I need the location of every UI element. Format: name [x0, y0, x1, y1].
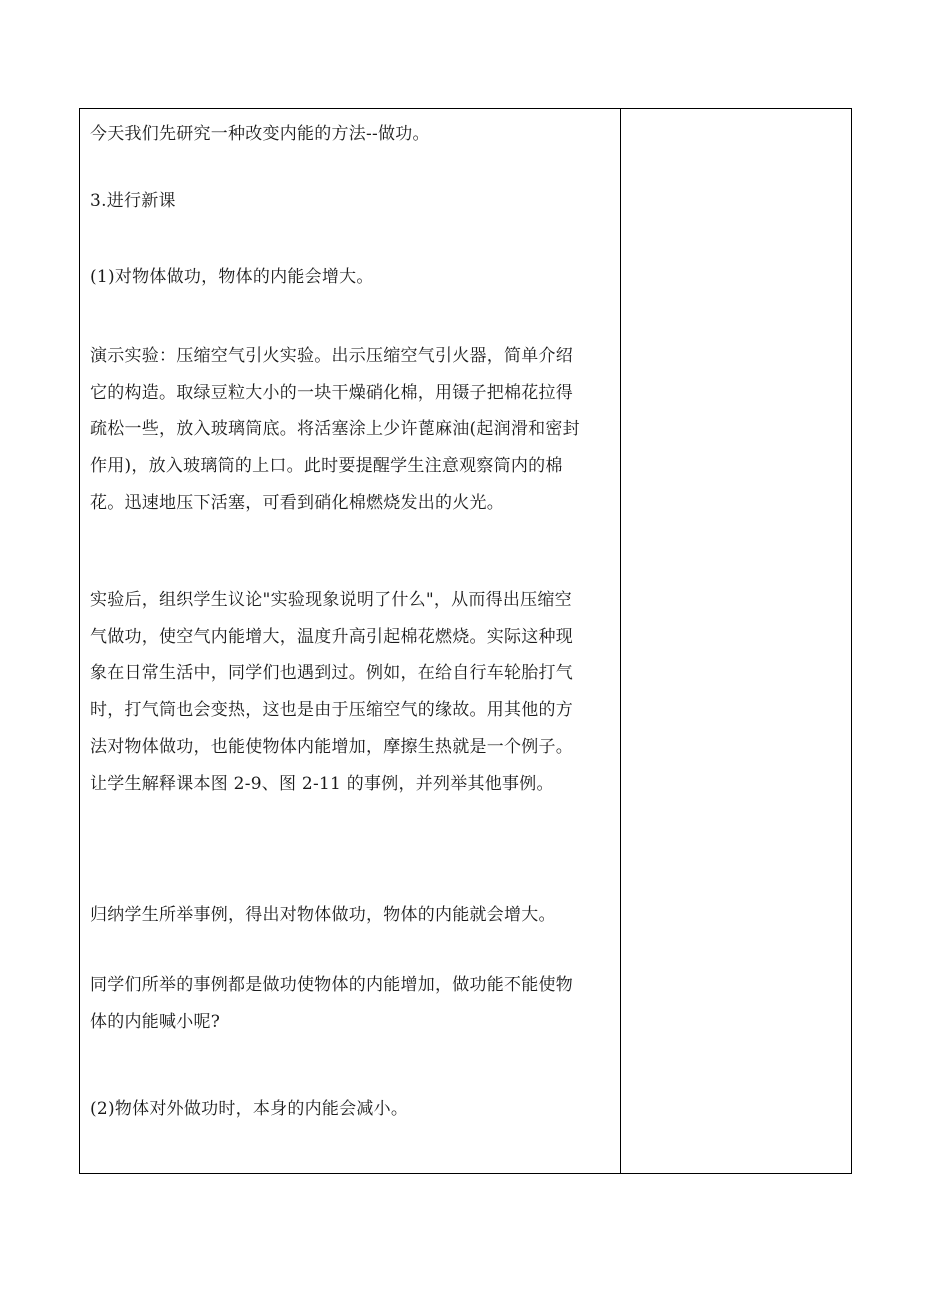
text-line: 3.进行新课	[90, 191, 176, 211]
text-line: 气做功，使空气内能增大，温度升高引起棉花燃烧。实际这种现	[90, 626, 573, 647]
paragraph-point2	[90, 1091, 612, 1128]
text-line: 归纳学生所举事例，得出对物体做功，物体的内能就会增大。	[90, 905, 556, 925]
text-line: 时，打气筒也会变热，这也是由于压缩空气的缘故。用其他的方	[90, 700, 573, 721]
paragraph-demo	[90, 338, 612, 522]
text-line: 作用)，放入玻璃筒的上口。此时要提醒学生注意观察筒内的棉	[90, 456, 563, 477]
text-line: (1)对物体做功，物体的内能会增大。	[90, 267, 374, 287]
paragraph-discussion	[90, 582, 612, 802]
text-line: 同学们所举的事例都是做功使物体的内能增加，做功能不能使物	[90, 975, 573, 995]
paragraph-question	[90, 967, 612, 1040]
text-line: 法对物体做功，也能使物体内能增加，摩擦生热就是一个例子。	[90, 736, 573, 757]
text-line: 今天我们先研究一种改变内能的方法--做功。	[90, 124, 430, 144]
text-line: 体的内能喊小呢?	[90, 1011, 221, 1032]
paragraph-summary	[90, 897, 612, 934]
text-line: 实验后，组织学生议论"实验现象说明了什么"，从而得出压缩空	[90, 590, 572, 610]
text-line: 演示实验：压缩空气引火实验。出示压缩空气引火器，简单介绍	[90, 346, 573, 366]
paragraph-intro	[90, 116, 612, 153]
lesson-table	[79, 108, 852, 1174]
text-line: 疏松一些，放入玻璃筒底。将活塞涂上少许蓖麻油(起润滑和密封	[90, 419, 580, 440]
notes-cell	[621, 109, 851, 1173]
paragraph-point1	[90, 259, 612, 296]
text-line: 象在日常生活中，同学们也遇到过。例如，在给自行车轮胎打气	[90, 663, 573, 684]
text-line: 让学生解释课本图 2-9、图 2-11 的事例，并列举其他事例。	[90, 773, 554, 794]
text-line: 它的构造。取绿豆粒大小的一块干燥硝化棉，用镊子把棉花拉得	[90, 382, 573, 403]
text-line: (2)物体对外做功时，本身的内能会减小。	[90, 1099, 409, 1119]
paragraph-step3	[90, 183, 612, 220]
text-line: 花。迅速地压下活塞，可看到硝化棉燃烧发出的火光。	[90, 492, 504, 513]
lesson-content-cell	[80, 109, 621, 1173]
